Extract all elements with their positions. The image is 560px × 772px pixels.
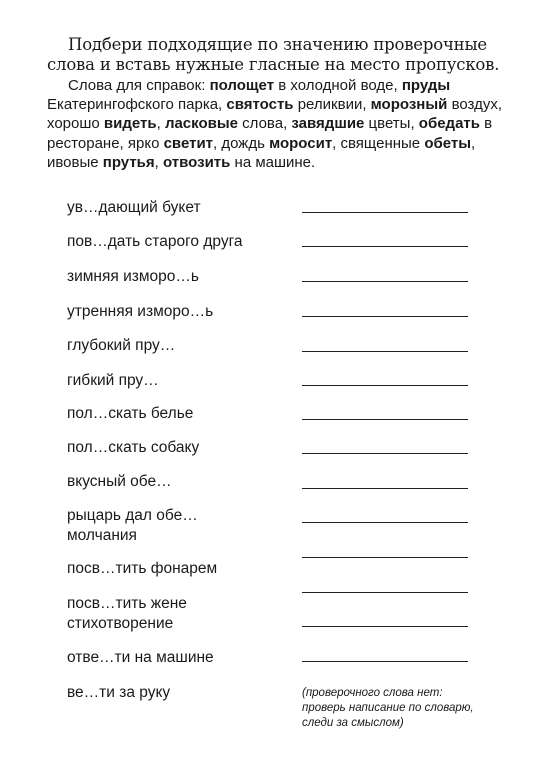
task-phrase-line: пов…дать старого друга	[67, 233, 243, 250]
reference-keyword: святость	[226, 96, 294, 114]
task-phrase	[67, 302, 297, 322]
answer-line[interactable]	[302, 351, 468, 352]
answer-line[interactable]	[302, 453, 468, 454]
reference-text: воздух, хорошо	[47, 96, 503, 133]
hint-note	[302, 686, 502, 731]
answer-line[interactable]	[302, 522, 468, 523]
task-phrase-line: молчания	[67, 527, 137, 544]
reference-label: Слова для справок:	[68, 77, 210, 94]
task-phrase-line: рыцарь дал обе…	[67, 507, 198, 524]
task-phrase-line: ве…ти за руку	[67, 684, 171, 701]
reference-keyword: отвозить	[163, 153, 231, 171]
reference-text: в ресторане, ярко	[47, 115, 493, 152]
answer-line[interactable]	[302, 281, 468, 282]
task-phrase-line: пол…скать собаку	[67, 439, 200, 456]
reference-text: в холодной воде,	[274, 77, 402, 94]
answer-line[interactable]	[302, 246, 468, 247]
answer-line[interactable]	[302, 385, 468, 386]
reference-keyword: прутья	[102, 153, 155, 171]
task-phrase	[67, 506, 297, 546]
answer-line[interactable]	[302, 557, 468, 558]
reference-keyword: ласковые	[164, 115, 238, 133]
instruction-text: Подбери подходящие по значению проверочные слова и вставь нужные гласные на место пропусков.	[47, 35, 500, 74]
reference-keyword: обедать	[418, 115, 480, 133]
reference-keyword: моросит	[269, 134, 333, 152]
reference-text: слова,	[238, 115, 292, 133]
task-phrase	[67, 438, 297, 458]
reference-keyword: полощет	[209, 77, 275, 94]
hint-note-line: следи за смыслом)	[302, 717, 404, 729]
answer-line[interactable]	[302, 488, 468, 489]
reference-text: ,	[154, 153, 163, 171]
task-phrase-line: вкусный обе…	[67, 473, 172, 490]
task-phrase-line: стихотворение	[67, 615, 174, 632]
reference-text: ,	[156, 115, 165, 133]
hint-note-line: (проверочного слова нет:	[302, 687, 443, 699]
answer-line[interactable]	[302, 592, 468, 593]
reference-text: на машине.	[230, 153, 316, 171]
task-phrase-line: пол…скать белье	[67, 405, 194, 422]
task-phrase	[67, 232, 297, 252]
task-phrase	[67, 594, 297, 634]
answer-line[interactable]	[302, 661, 468, 662]
reference-keyword: видеть	[103, 115, 157, 133]
reference-text: Екатерингофского парка,	[47, 96, 227, 114]
task-phrase	[67, 371, 297, 391]
hint-note-line: проверь написание по словарю,	[302, 702, 474, 714]
reference-keyword: пруды	[401, 77, 451, 94]
task-phrase-line: ув…дающий букет	[67, 199, 201, 216]
reference-text: , священные	[332, 134, 425, 152]
reference-text: цветы,	[364, 115, 419, 133]
reference-text: , дождь	[213, 134, 270, 152]
task-phrase-line: посв…тить фонарем	[67, 560, 218, 577]
task-phrase	[67, 404, 297, 424]
answer-line[interactable]	[302, 316, 468, 317]
task-phrase	[67, 336, 297, 356]
task-phrase-line: зимняя изморо…ь	[67, 268, 199, 285]
task-phrase	[67, 559, 297, 579]
reference-keyword: обеты	[424, 134, 472, 152]
task-phrase	[67, 198, 297, 218]
reference-text: , ивовые	[47, 134, 476, 171]
task-phrase-line: гибкий пру…	[67, 372, 159, 389]
answer-line[interactable]	[302, 212, 468, 213]
task-phrase-line: утренняя изморо…ь	[67, 303, 214, 320]
answer-line[interactable]	[302, 626, 468, 627]
reference-keyword: светит	[163, 134, 214, 152]
reference-words	[47, 76, 509, 172]
task-phrase	[67, 683, 297, 703]
task-phrase	[67, 472, 297, 492]
reference-text: реликвии,	[293, 96, 371, 114]
task-phrase-line: глубокий пру…	[67, 337, 176, 354]
reference-keyword: морозный	[370, 96, 448, 114]
task-phrase-line: посв…тить жене	[67, 595, 187, 612]
task-phrase-line: отве…ти на машине	[67, 649, 214, 666]
answer-line[interactable]	[302, 419, 468, 420]
task-phrase	[67, 267, 297, 287]
reference-keyword: завядшие	[291, 115, 365, 133]
task-phrase	[67, 648, 297, 668]
